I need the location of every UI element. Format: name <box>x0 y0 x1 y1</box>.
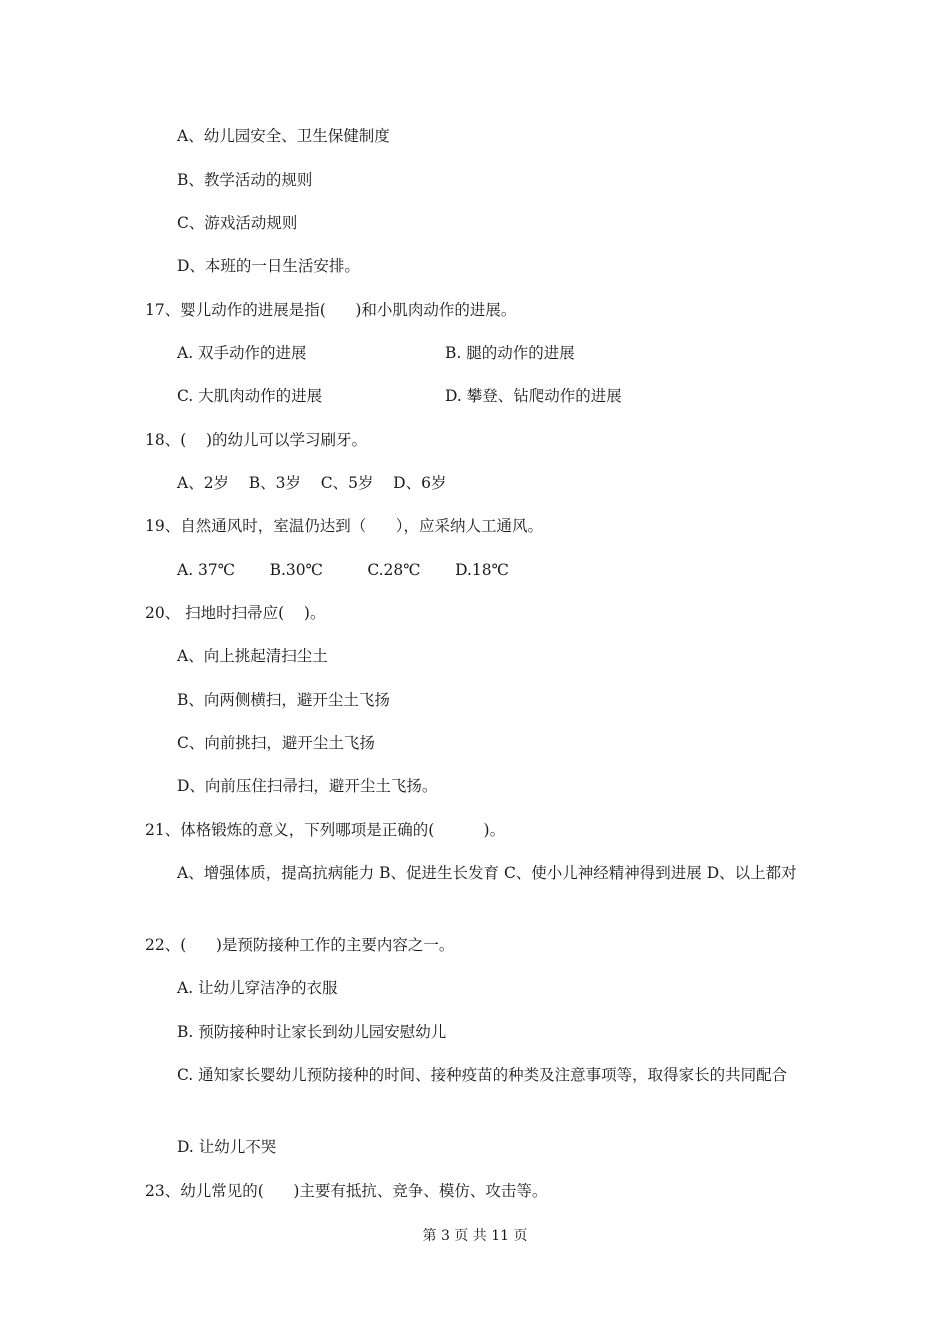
q16-option-d: D、本班的一日生活安排。 <box>177 257 360 275</box>
q17-option-b: B. 腿的动作的进展 <box>445 344 575 362</box>
q20-option-c: C、向前挑扫，避开尘土飞扬 <box>177 734 375 752</box>
q22-option-a: A. 让幼儿穿洁净的衣服 <box>177 979 338 997</box>
question-18: 18、( )的幼儿可以学习刷牙。 <box>145 431 368 449</box>
q22-option-c: C. 通知家长婴幼儿预防接种的时间、接种疫苗的种类及注意事项等，取得家长的共同配合 <box>177 1066 788 1084</box>
q17-option-d: D. 攀登、钻爬动作的进展 <box>445 387 622 405</box>
q20-option-b: B、向两侧横扫，避开尘土飞扬 <box>177 691 390 709</box>
q22-option-d: D. 让幼儿不哭 <box>177 1138 277 1156</box>
q16-option-b: B、教学活动的规则 <box>177 171 313 189</box>
q16-option-c: C、游戏活动规则 <box>177 214 298 232</box>
q16-option-a: A、幼儿园安全、卫生保健制度 <box>177 127 390 145</box>
question-20: 20、 扫地时扫帚应( )。 <box>145 604 326 622</box>
question-21: 21、体格锻炼的意义，下列哪项是正确的( )。 <box>145 821 506 839</box>
question-17: 17、婴儿动作的进展是指( )和小肌肉动作的进展。 <box>145 301 517 319</box>
question-19: 19、自然通风时，室温仍达到（ ），应采纳人工通风。 <box>145 517 544 535</box>
question-22: 22、( )是预防接种工作的主要内容之一。 <box>145 936 455 954</box>
q18-options: A、2岁 B、3岁 C、5岁 D、6岁 <box>177 474 447 492</box>
q19-options: A. 37℃ B.30℃ C.28℃ D.18℃ <box>177 561 509 579</box>
q21-options: A、增强体质，提高抗病能力 B、促进生长发育 C、使小儿神经精神得到进展 D、以上都对 <box>177 864 797 882</box>
q20-option-d: D、向前压住扫帚扫，避开尘土飞扬。 <box>177 777 438 795</box>
q17-option-c: C. 大肌肉动作的进展 <box>177 387 323 405</box>
q20-option-a: A、向上挑起清扫尘土 <box>177 647 328 665</box>
question-23: 23、幼儿常见的( )主要有抵抗、竞争、模仿、攻击等。 <box>145 1182 548 1200</box>
q17-option-a: A. 双手动作的进展 <box>177 344 307 362</box>
q22-option-b: B. 预防接种时让家长到幼儿园安慰幼儿 <box>177 1023 447 1041</box>
page-footer: 第 3 页 共 11 页 <box>422 1228 528 1244</box>
